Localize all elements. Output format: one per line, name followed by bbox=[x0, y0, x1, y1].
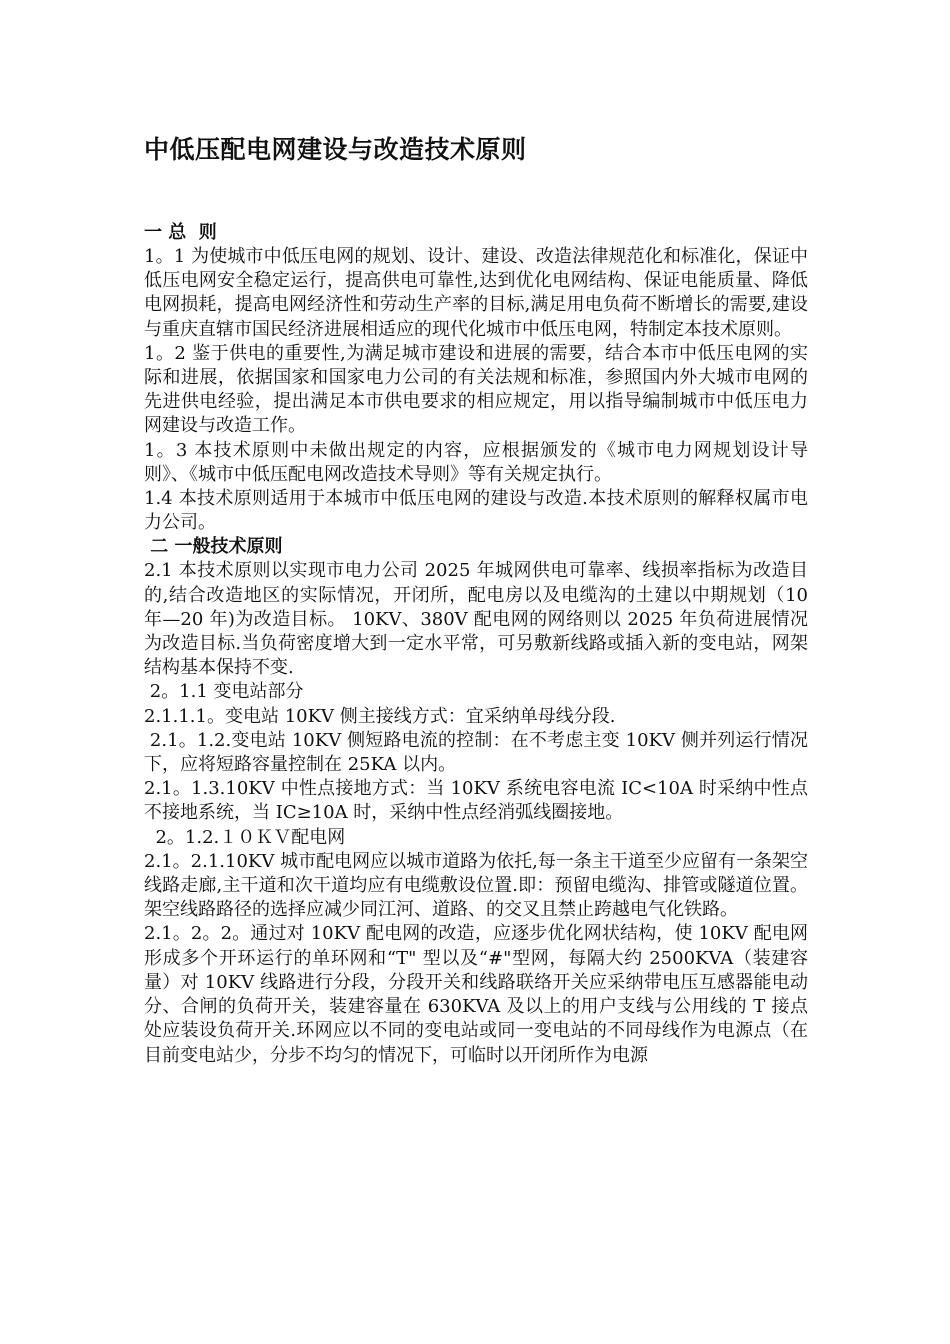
paragraph-1-4: 1.4 本技术原则适用于本城市中低压电网的建设与改造.本技术原则的解释权属市电力公司。 bbox=[144, 488, 808, 534]
section-heading-technical-principles: 二 一般技术原则 bbox=[144, 536, 283, 558]
paragraph-2-1-1-2: 2.1。1.2.变电站 10KV 侧短路电流的控制：在不考虑主变 10KV 侧并列运行情况下，应将短路容量控制在 25KA 以内。 bbox=[144, 729, 808, 776]
subsection-heading-substation: 2。1.1 变电站部分 bbox=[144, 681, 304, 703]
document-body bbox=[144, 131, 814, 1068]
paragraph-2-1-2-2: 2.1。2。2。通过对 10KV 配电网的改造，应逐步优化网状结构，使 10KV 配电网形成多个开环运行的单环网和“T" 型以及“#"型网，每隔大约 2500KVA（装建容量）对 10KV 线路进行分段，分段开关和线路联络开关应采纳带电压互感器能电动分、合闸的负荷开关，装建容量在 630KVA 及以上的用户支线与公用线的 T 接点处应装设负荷开关.环网应以不同的变电站或同一变电站的不同母线作为电源点（在目前变电站少，分步不均匀的情况下，可临时以开闭所作为电源 bbox=[144, 923, 808, 1066]
paragraph-2-1-2-1: 2.1。2.1.10KV 城市配电网应以城市道路为依托,每一条主干道至少应留有一条架空线路走廊,主干道和次干道均应有电缆敷设位置.即：预留电缆沟、排管或隧道位置。架空线路路径的选择应减少同江河、道路、的交叉且禁止跨越电气化铁路。 bbox=[144, 850, 808, 921]
paragraph-1-2: 1。2 鉴于供电的重要性,为满足城市建设和进展的需要，结合本市中低压电网的实际和进展，依据国家和国家电力公司的有关法规和标准，参照国内外大城市电网的先进供电经验，提出满足本市供电要求的相应规定，用以指导编制城市中低压电力网建设与改造工作。 bbox=[144, 342, 808, 437]
section-heading-general: 一 总 则 bbox=[144, 222, 217, 243]
paragraph-2-1-1-1: 2.1.1.1。变电站 10KV 侧主接线方式：宜采纳单母线分段. bbox=[144, 705, 616, 727]
document-title: 中低压配电网建设与改造技术原则 bbox=[144, 135, 527, 164]
paragraph-1-3: 1。3 本技术原则中未做出规定的内容，应根据颁发的《城市电力网规划设计导则》、《城市中低压配电网改造技术导则》等有关规定执行。 bbox=[144, 439, 808, 485]
paragraph-1-1: 1。1 为使城市中低压电网的规划、设计、建设、改造法律规范化和标准化，保证中低压电网安全稳定运行，提高供电可靠性,达到优化电网结构、保证电能质量、降低电网损耗，提高电网经济性和劳动生产率的目标,满足用电负荷不断增长的需要,建设与重庆直辖市国民经济进展相适应的现代化城市中低压电网，特制定本技术原则。 bbox=[144, 246, 808, 340]
paragraph-2-1: 2.1 本技术原则以实现市电力公司 2025 年城网供电可靠率、线损率指标为改造目的,结合改造地区的实际情况，开闭所，配电房以及电缆沟的土建以中期规划（10 年—20 年)为改造目标。 10KV、380V 配电网的网络则以 2025 年负荷进展情况为改造目标.当负荷密度增大到一定水平常，可另敷新线路或插入新的变电站，网架结构基本保持不变. bbox=[144, 560, 814, 679]
subsection-heading-10kv-network: 2。1.2.１０ＫＶ配电网 bbox=[144, 826, 346, 848]
paragraph-2-1-1-3: 2.1。1.3.10KV 中性点接地方式：当 10KV 系统电容电流 IC<10A 时采纳中性点不接地系统，当 IC≥10A 时，采纳中性点经消弧线圈接地。 bbox=[144, 778, 808, 824]
